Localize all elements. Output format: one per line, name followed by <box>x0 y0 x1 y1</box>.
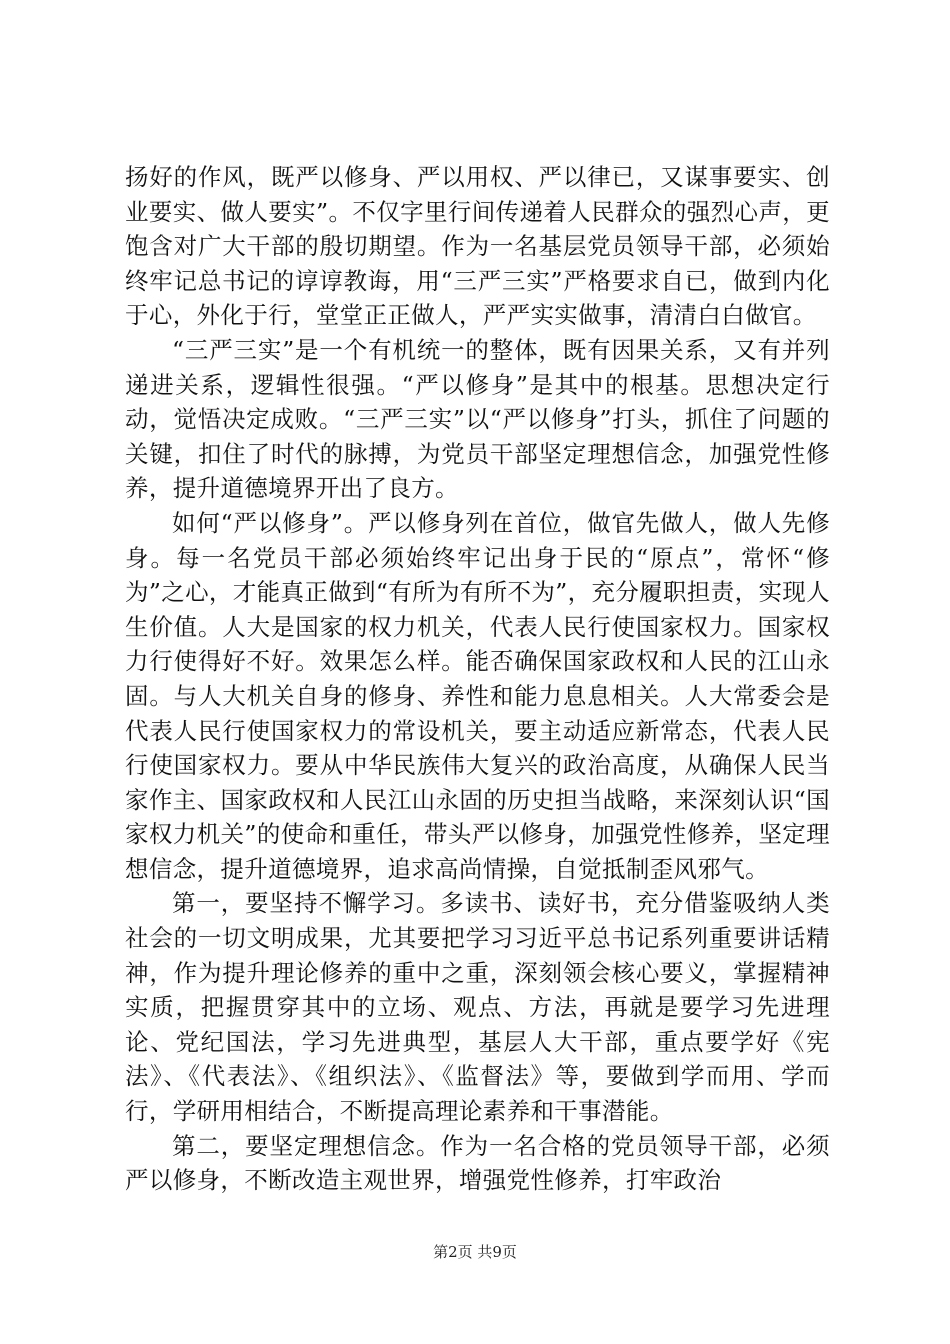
paragraph-4: 第一，要坚持不懈学习。多读书、读好书，充分借鉴吸纳人类社会的一切文明成果，尤其要把学习习近平总书记系列重要讲话精神，作为提升理论修养的重中之重，深刻领会核心要义，掌握精神实质，把握贯穿其中的立场、观点、方法，再就是要学习先进理论、党纪国法，学习先进典型，基层人大干部，重点要学好《宪法》、《代表法》、《组织法》、《监督法》等，要做到学而用、学而行，学研用相结合，不断提高理论素养和干事潜能。 <box>125 889 830 1126</box>
document-body <box>125 160 830 1198</box>
paragraph-5: 第二，要坚定理想信念。作为一名合格的党员领导干部，必须严以修身，不断改造主观世界，增强党性修养，打牢政治 <box>125 1131 830 1195</box>
page-number-footer: 第2页 共9页 <box>433 1243 517 1261</box>
paragraph-3: 如何“严以修身”。严以修身列在首位，做官先做人，做人先修身。每一名党员干部必须始终牢记出身于民的“原点”，常怀“修为”之心，才能真正做到“有所为有所不为”，充分履职担责，实现人生价值。人大是国家的权力机关，代表人民行使国家权力。国家权力行使得好不好。效果怎么样。能否确保国家政权和人民的江山永固。与人大机关自身的修身、养性和能力息息相关。人大常委会是代表人民行使国家权力的常设机关，要主动适应新常态，代表人民行使国家权力。要从中华民族伟大复兴的政治高度，从确保人民当家作主、国家政权和人民江山永固的历史担当战略，来深刻认识“国家权力机关”的使命和重任，带头严以修身，加强党性修养，坚定理想信念，提升道德境界，追求高尚情操，自觉抵制歪风邪气。 <box>125 508 830 883</box>
paragraph-2: “三严三实”是一个有机统一的整体，既有因果关系，又有并列递进关系，逻辑性很强。“严以修身”是其中的根基。思想决定行动，觉悟决定成败。“三严三实”以“严以修身”打头，抓住了问题的关键，扣住了时代的脉搏，为党员干部坚定理想信念，加强党性修养，提升道德境界开出了良方。 <box>125 335 830 503</box>
paragraph-1: 扬好的作风，既严以修身、严以用权、严以律已，又谋事要实、创业要实、做人要实”。不仅字里行间传递着人民群众的强烈心声，更饱含对广大干部的殷切期望。作为一名基层党员领导干部，必须始终牢记总书记的谆谆教诲，用“三严三实”严格要求自已，做到内化于心，外化于行，堂堂正正做人，严严实实做事，清清白白做官。 <box>125 163 830 330</box>
